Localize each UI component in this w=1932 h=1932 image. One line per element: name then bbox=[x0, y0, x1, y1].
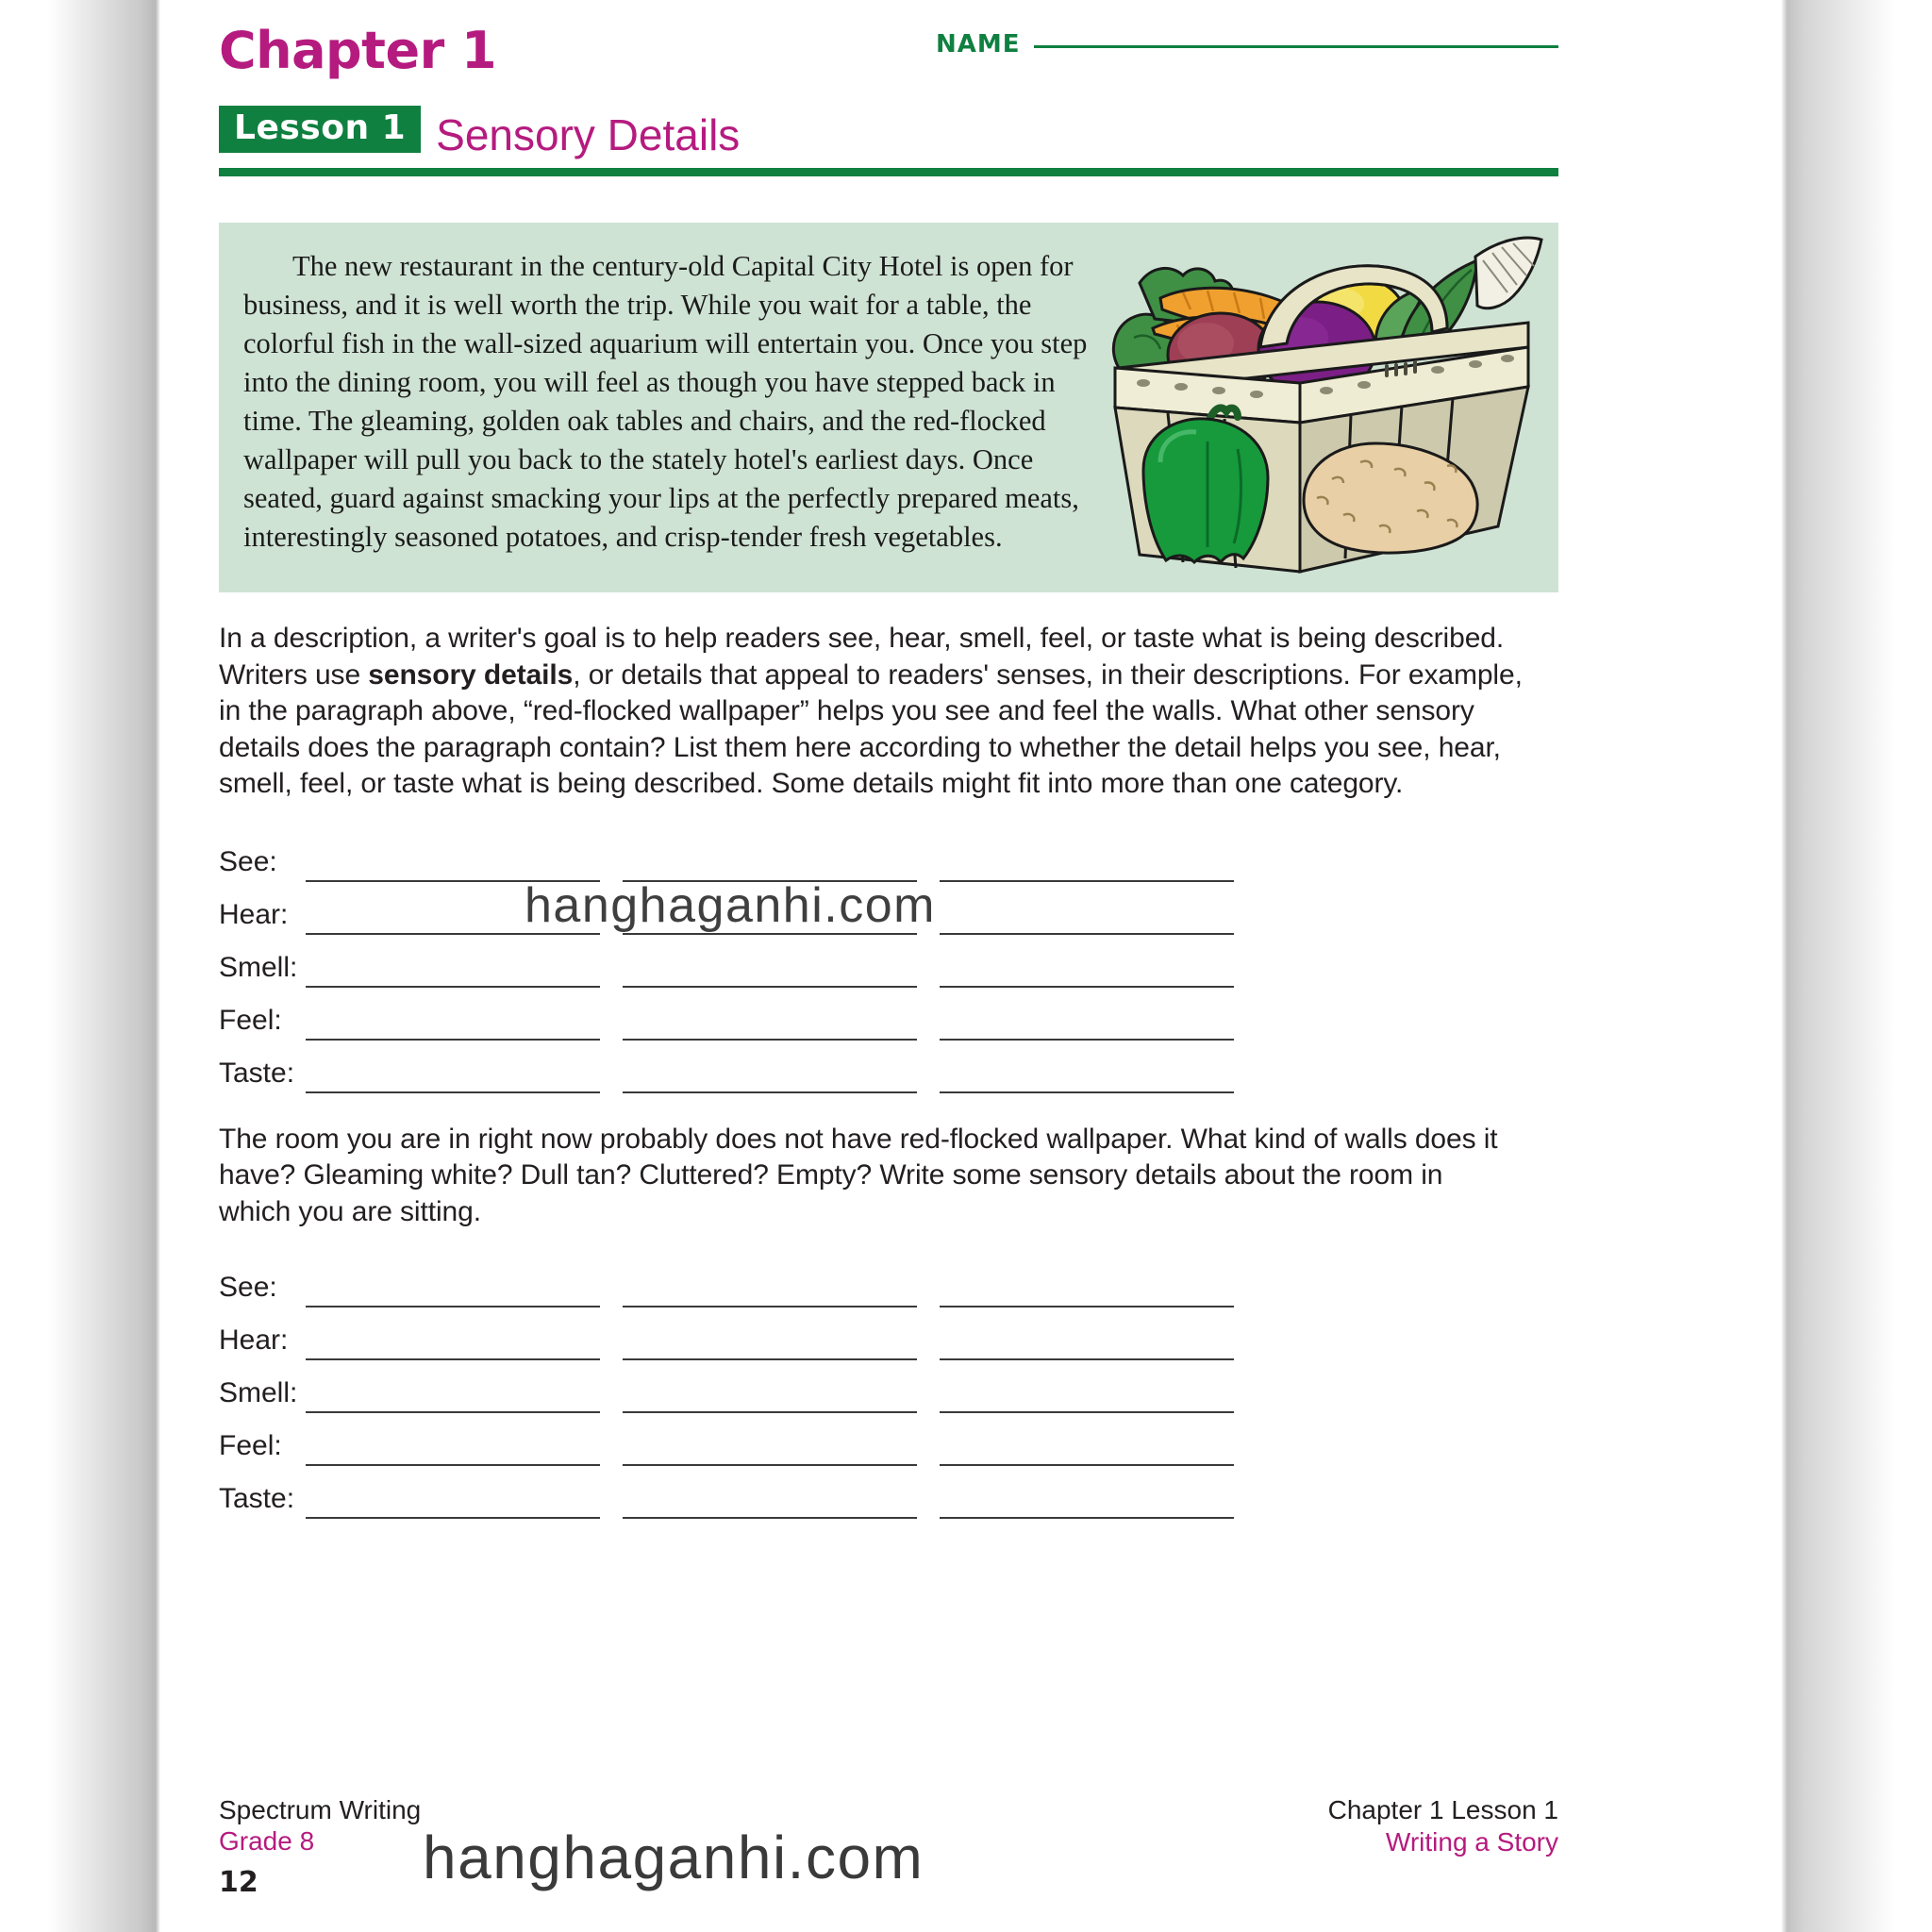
answer-blank-smell-1-a[interactable] bbox=[306, 954, 600, 988]
intro-paragraph-part1: In a description, a writer's goal is to help readers see, hear, smell, feel, or taste what is being described. Writers use bbox=[219, 623, 1505, 691]
answer-blank-see-1-c[interactable] bbox=[940, 848, 1234, 882]
footer-right bbox=[1328, 1794, 1558, 1857]
passage-box bbox=[219, 223, 1558, 592]
answer-lines-group-2 bbox=[219, 1255, 1558, 1519]
passage-text: The new restaurant in the century-old Capital City Hotel is open for business, and it is well worth the trip. While you wait for a table, the colorful fish in the wall-sized aquarium will entertain you. Once you step into the dining room, you will feel as though you have stepped back in time. The gleaming, golden oak tables and chairs, and the red-flocked wallpaper will pull you back to the stately hotel's earliest days. Once seated, guard against smacking your lips at the perfectly prepared meats, interestingly seasoned potatoes, and crisp-tender fresh vegetables. bbox=[243, 250, 1088, 554]
answer-label-hear-1: Hear: bbox=[219, 898, 289, 930]
answer-row-see-1 bbox=[219, 829, 1558, 882]
answer-label-see-2: See: bbox=[219, 1272, 277, 1304]
answer-blank-taste-2-c[interactable] bbox=[940, 1485, 1234, 1519]
answer-blank-feel-2-b[interactable] bbox=[623, 1432, 917, 1466]
answer-blank-see-2-b[interactable] bbox=[623, 1274, 917, 1307]
answer-blank-smell-2-b[interactable] bbox=[623, 1379, 917, 1413]
answer-label-see-1: See: bbox=[219, 845, 277, 877]
answer-blank-smell-1-b[interactable] bbox=[623, 954, 917, 988]
answer-row-hear-2 bbox=[219, 1307, 1558, 1360]
intro-paragraph-part2: , or details that appeal to readers' senses, in their descriptions. For example, in the paragraph above, “red-flocked wallpaper” helps you see and feel the walls. What other sensory details does the paragraph contain? List them here according to whether the detail helps you see, hear, smell, feel, or taste what is being described. Some details might fit into more than one category. bbox=[219, 658, 1523, 800]
answer-row-feel-1 bbox=[219, 988, 1558, 1041]
answer-label-feel-1: Feel: bbox=[219, 1004, 282, 1036]
page-header bbox=[219, 0, 1558, 179]
room-paragraph: The room you are in right now probably does not have red-flocked wallpaper. What kind of walls does it have? Gleaming white? Dull tan? Cluttered? Empty? Write some sensory details about the room in which you are sitting. bbox=[219, 1123, 1498, 1227]
page-gutter-right bbox=[1781, 0, 1932, 1932]
answer-blank-smell-1-c[interactable] bbox=[940, 954, 1234, 988]
answer-blank-taste-1-a[interactable] bbox=[306, 1059, 600, 1093]
answer-row-see-2 bbox=[219, 1255, 1558, 1307]
footer-unit-title: Writing a Story bbox=[1385, 1826, 1558, 1857]
answer-blank-hear-2-a[interactable] bbox=[306, 1326, 600, 1360]
answer-label-smell-1: Smell: bbox=[219, 951, 298, 983]
answer-blank-smell-2-c[interactable] bbox=[940, 1379, 1234, 1413]
vegetable-basket-icon bbox=[1102, 226, 1555, 589]
page-title: Chapter 1 bbox=[219, 21, 497, 80]
intro-paragraph-bold-term: sensory details bbox=[368, 658, 574, 691]
lesson-badge: Lesson 1 bbox=[219, 106, 421, 153]
lesson-heading bbox=[219, 106, 741, 159]
answer-blank-feel-2-c[interactable] bbox=[940, 1432, 1234, 1466]
footer-series-title: Spectrum Writing bbox=[219, 1795, 422, 1824]
answer-blank-taste-2-b[interactable] bbox=[623, 1485, 917, 1519]
answer-label-taste-1: Taste: bbox=[219, 1057, 295, 1089]
name-label: NAME bbox=[936, 30, 1021, 58]
footer-left bbox=[219, 1794, 421, 1899]
answer-blank-taste-1-c[interactable] bbox=[940, 1059, 1234, 1093]
intro-paragraph bbox=[219, 621, 1540, 803]
answer-blank-smell-2-a[interactable] bbox=[306, 1379, 600, 1413]
watermark-bottom: hanghaganhi.com bbox=[423, 1824, 924, 1891]
answer-blank-taste-1-b[interactable] bbox=[623, 1059, 917, 1093]
watermark-middle: hanghaganhi.com bbox=[525, 878, 936, 933]
header-divider bbox=[219, 168, 1558, 176]
answer-row-feel-2 bbox=[219, 1413, 1558, 1466]
answer-lines-group-1 bbox=[219, 829, 1558, 1093]
page-content bbox=[219, 0, 1558, 1932]
name-input-rule[interactable] bbox=[1034, 45, 1558, 48]
page-gutter-left bbox=[0, 0, 160, 1932]
page-number: 12 bbox=[219, 1866, 258, 1900]
footer-chapter-lesson: Chapter 1 Lesson 1 bbox=[1327, 1795, 1558, 1824]
answer-blank-feel-2-a[interactable] bbox=[306, 1432, 600, 1466]
answer-blank-see-2-c[interactable] bbox=[940, 1274, 1234, 1307]
worksheet-page bbox=[160, 0, 1781, 1932]
answer-label-feel-2: Feel: bbox=[219, 1430, 282, 1462]
answer-blank-hear-1-c[interactable] bbox=[940, 901, 1234, 935]
answer-label-smell-2: Smell: bbox=[219, 1377, 298, 1409]
answer-row-taste-1 bbox=[219, 1041, 1558, 1093]
answer-blank-feel-1-a[interactable] bbox=[306, 1007, 600, 1041]
answer-blank-feel-1-b[interactable] bbox=[623, 1007, 917, 1041]
answer-blank-taste-2-a[interactable] bbox=[306, 1485, 600, 1519]
answer-row-smell-1 bbox=[219, 935, 1558, 988]
answer-row-taste-2 bbox=[219, 1466, 1558, 1519]
name-field[interactable] bbox=[936, 30, 1558, 58]
footer-grade-label: Grade 8 bbox=[219, 1826, 315, 1857]
lesson-subject: Sensory Details bbox=[436, 110, 741, 159]
answer-label-hear-2: Hear: bbox=[219, 1324, 289, 1357]
answer-row-smell-2 bbox=[219, 1360, 1558, 1413]
answer-blank-hear-2-b[interactable] bbox=[623, 1326, 917, 1360]
answer-label-taste-2: Taste: bbox=[219, 1483, 295, 1515]
answer-blank-feel-1-c[interactable] bbox=[940, 1007, 1234, 1041]
answer-blank-see-2-a[interactable] bbox=[306, 1274, 600, 1307]
answer-blank-hear-2-c[interactable] bbox=[940, 1326, 1234, 1360]
